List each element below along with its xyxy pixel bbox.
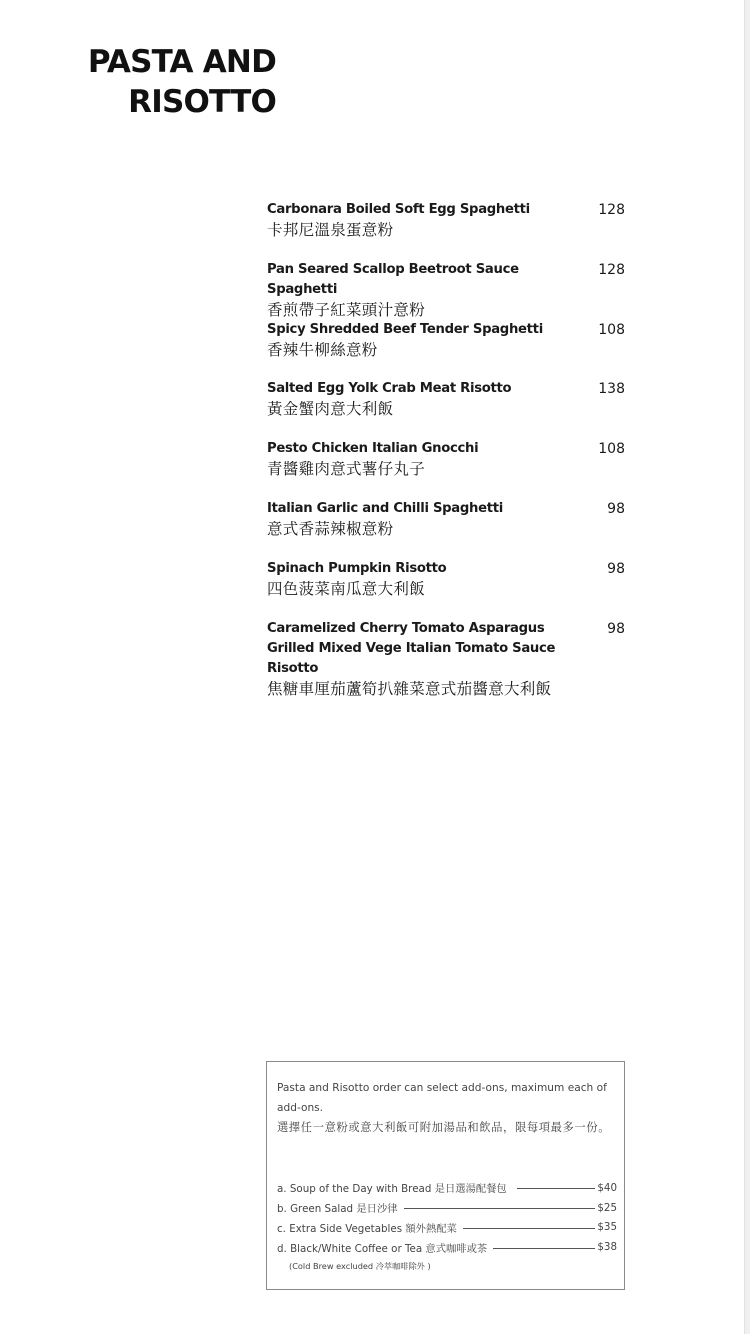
addon-leader-line bbox=[517, 1188, 595, 1189]
addon-price: $35 bbox=[597, 1221, 617, 1234]
addon-label: d. Black/White Coffee or Tea 意式咖啡或茶 bbox=[277, 1242, 488, 1255]
addons-intro-en: Pasta and Risotto order can select add-ons, maximum each of add-ons. bbox=[277, 1082, 607, 1114]
menu-item-price: 128 bbox=[598, 261, 625, 278]
menu-item-name-zh: 黃金蟹肉意大利飯 bbox=[267, 400, 394, 419]
addons-note: (Cold Brew excluded 冷萃咖啡除外 ) bbox=[289, 1261, 431, 1271]
menu-item-price: 128 bbox=[598, 202, 625, 218]
menu-item-name-en: Spicy Shredded Beef Tender Spaghetti bbox=[267, 321, 543, 337]
menu-item-name-en: Pan Seared Scallop Beetroot Sauce Spaghetti bbox=[267, 261, 519, 297]
menu-item-name-zh: 四色菠菜南瓜意大利飯 bbox=[267, 579, 426, 598]
addon-leader-line bbox=[493, 1248, 595, 1249]
addon-label: a. Soup of the Day with Bread 是日選湯配餐包 bbox=[277, 1183, 507, 1196]
menu-item bbox=[267, 559, 627, 619]
addon-price: $40 bbox=[597, 1181, 617, 1194]
addon-leader-line bbox=[404, 1208, 595, 1209]
menu-item bbox=[267, 439, 627, 499]
menu-item-name-en: Carbonara Boiled Soft Egg Spaghetti bbox=[267, 202, 530, 217]
menu-item-name-zh: 意式香蒜辣椒意粉 bbox=[267, 519, 394, 538]
menu-item-name-zh: 香煎帶子紅菜頭汁意粉 bbox=[267, 300, 426, 319]
addon-row bbox=[277, 1218, 617, 1238]
page-title bbox=[86, 42, 276, 122]
menu-item bbox=[267, 379, 627, 439]
menu-item-name-zh: 卡邦尼溫泉蛋意粉 bbox=[267, 221, 394, 239]
menu-item-name-zh: 香辣牛柳絲意粉 bbox=[267, 340, 378, 359]
page-title-line-1: PASTA AND bbox=[87, 44, 276, 80]
menu-item-price: 108 bbox=[598, 441, 625, 458]
menu-item-name-zh: 青醬雞肉意式薯仔丸子 bbox=[267, 460, 426, 479]
menu-item bbox=[267, 200, 627, 260]
addon-label: c. Extra Side Vegetables 額外熱配菜 bbox=[277, 1222, 457, 1235]
menu-item-name-en: Pesto Chicken Italian Gnocchi bbox=[267, 441, 479, 457]
menu-item-price: 138 bbox=[598, 381, 625, 398]
menu-item-name-zh: 焦糖車厘茄蘆筍扒雜菜意式茄醬意大利飯 bbox=[267, 679, 552, 698]
menu-list bbox=[267, 200, 627, 699]
menu-item-name-en: Caramelized Cherry Tomato Asparagus Grilled Mixed Vege Italian Tomato Sauce Risotto bbox=[267, 620, 556, 676]
page-edge-divider bbox=[744, 0, 750, 1334]
menu-item-name-en: Salted Egg Yolk Crab Meat Risotto bbox=[267, 381, 512, 397]
menu-item bbox=[267, 320, 627, 380]
menu-item-price: 108 bbox=[598, 321, 625, 338]
addons-box bbox=[266, 1061, 625, 1290]
menu-item-name-en: Spinach Pumpkin Risotto bbox=[267, 560, 447, 576]
addon-price: $25 bbox=[597, 1201, 617, 1214]
menu-item bbox=[267, 260, 627, 320]
menu-item-price: 98 bbox=[607, 560, 625, 577]
menu-item-name-en: Italian Garlic and Chilli Spaghetti bbox=[267, 500, 503, 516]
addon-price: $38 bbox=[597, 1241, 617, 1254]
menu-item bbox=[267, 499, 627, 559]
addon-row bbox=[277, 1178, 617, 1198]
addons-intro-zh: 選擇任一意粉或意大利飯可附加湯品和飲品，限每項最多一份。 bbox=[277, 1121, 611, 1134]
menu-item bbox=[267, 619, 627, 699]
page-title-line-2: RISOTTO bbox=[128, 84, 276, 120]
addon-row bbox=[277, 1198, 617, 1218]
addon-row bbox=[277, 1237, 617, 1257]
addon-leader-line bbox=[463, 1228, 595, 1229]
addon-label: b. Green Salad 是日沙律 bbox=[277, 1203, 398, 1216]
menu-item-price: 98 bbox=[607, 500, 625, 517]
menu-item-price: 98 bbox=[607, 620, 625, 637]
addons-list bbox=[277, 1178, 617, 1257]
